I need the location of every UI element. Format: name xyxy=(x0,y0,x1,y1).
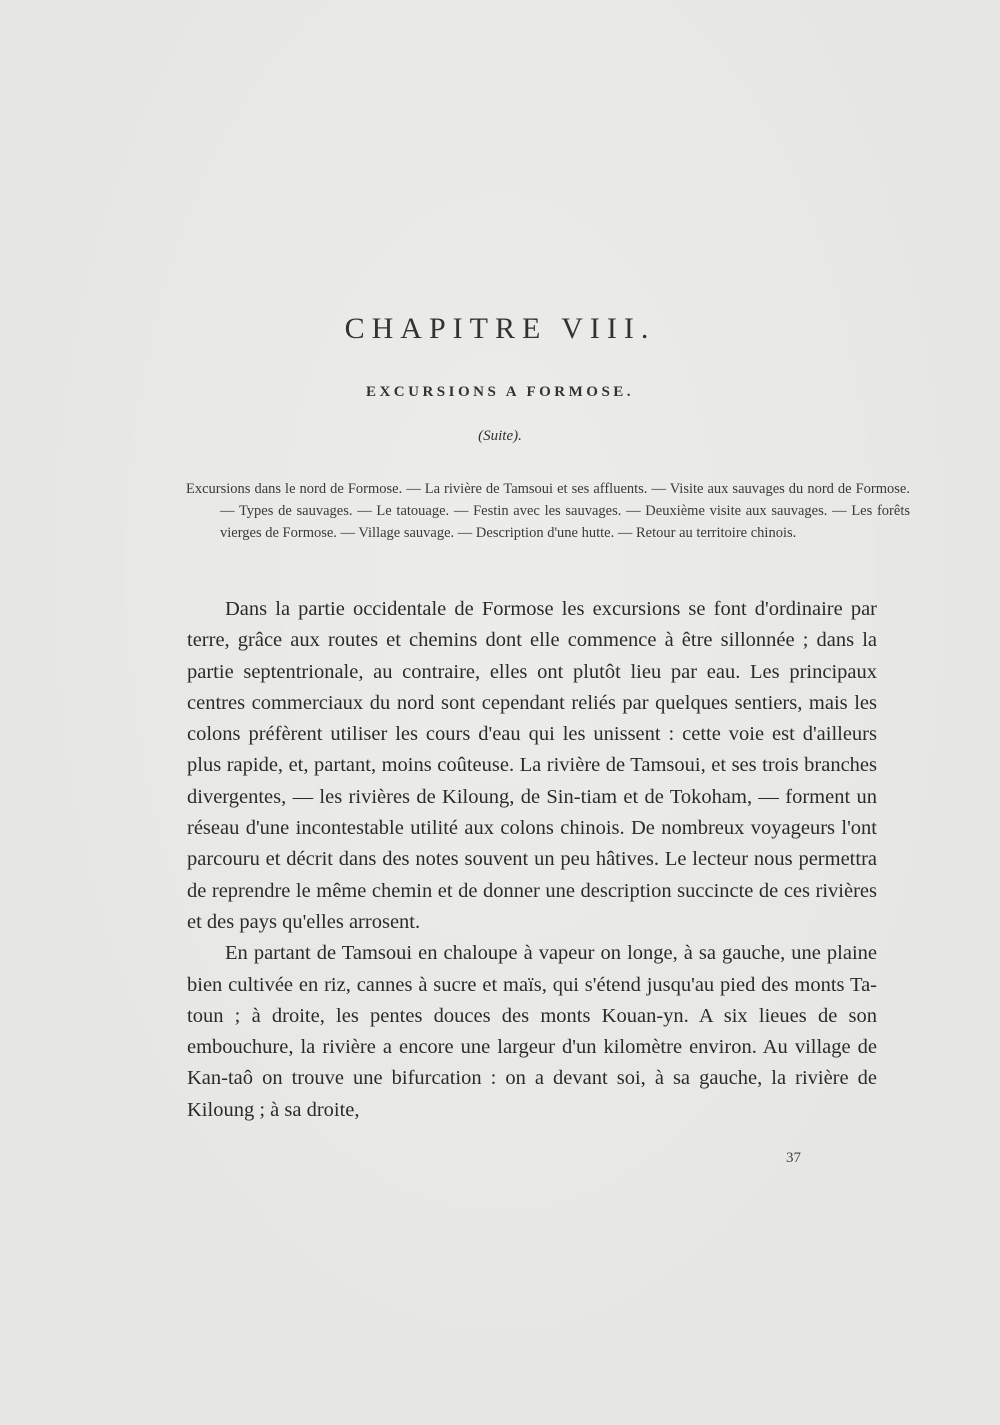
page-number: 37 xyxy=(786,1150,801,1166)
chapter-summary: Excursions dans le nord de Formose. — La rivière de Tamsoui et ses affluents. — Visite aux sauvages du nord de Formose. — Types de sauvages. — Le tatouage. — Festin avec les sauvages. — Deuxième visite aux sauvages. — Les forêts vierges de Formose. — Village sauvage. — Description d'une hutte. — Retour au territoire chinois. xyxy=(186,481,910,541)
chapter-subtitle: EXCURSIONS A FORMOSE. xyxy=(365,384,635,400)
paragraph: Dans la partie occidentale de Formose les excursions se font d'ordinaire par terre, grâce aux routes et chemins dont elle commence à être sillonnée ; dans la partie septentrionale, au contraire, elles ont plutôt lieu par eau. Les principaux centres commerciaux du nord sont cependant reliés par quelques sentiers, mais les colons préfèrent utiliser les cours d'eau qui les unissent : cette voie est d'ailleurs plus rapide, et, partant, moins coûteuse. La rivière de Tamsoui, et ses trois branches divergentes, — les rivières de Kiloung, de Sin-tiam et de Tokoham, — forment un réseau d'une incontestable utilité aux colons chinois. De nombreux voyageurs l'ont parcouru et décrit dans des notes souvent un peu hâtives. Le lecteur nous permettra de reprendre le même chemin et de donner une description succincte de ces rivières et des pays qu'elles arrosent. xyxy=(187,598,877,933)
body-text xyxy=(187,594,877,1126)
paragraph: En partant de Tamsoui en chaloupe à vapeur on longe, à sa gauche, une plaine bien cultivée en riz, cannes à sucre et maïs, qui s'étend jusqu'au pied des monts Ta-toun ; à droite, les pentes douces des monts Kouan-yn. A six lieues de son embouchure, la rivière a encore une largeur d'un kilomètre environ. Au village de Kan-taô on trouve une bifurcation : on a devant soi, à sa gauche, la rivière de Kiloung ; à sa droite, xyxy=(187,942,877,1121)
chapter-title: CHAPITRE VIII. xyxy=(344,312,656,345)
chapter-continuation: (Suite). xyxy=(478,428,522,444)
